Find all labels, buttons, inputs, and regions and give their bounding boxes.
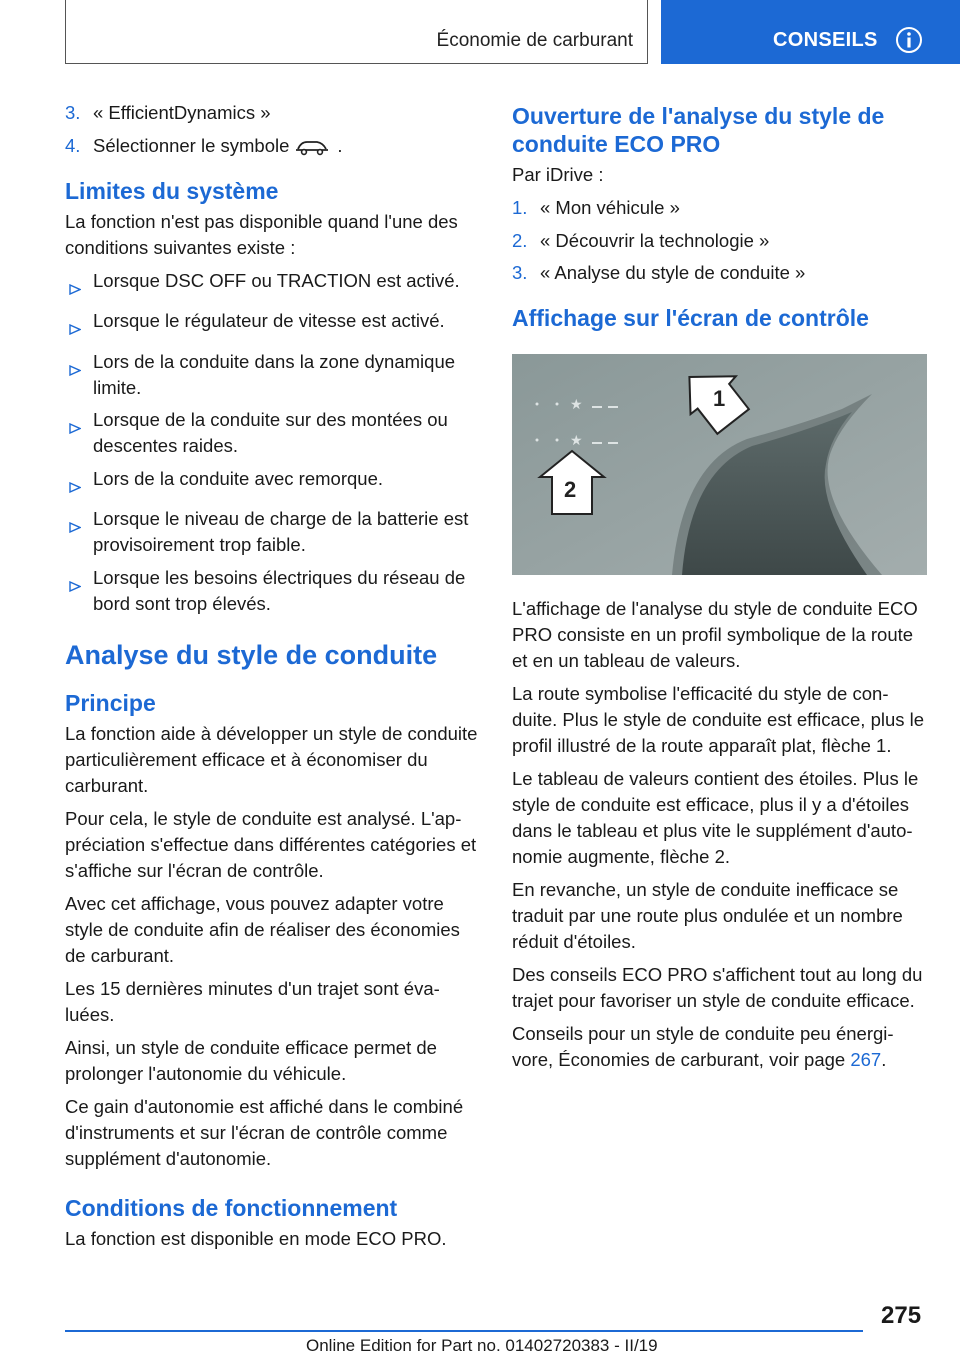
bullet-triangle-icon — [65, 349, 93, 401]
paragraph: Avec cet affichage, vous pouvez adapter votre style de conduite afin de réaliser des économies de carburant. — [65, 892, 460, 966]
limits-list — [65, 268, 480, 617]
opening-heading: Ouverture de l'analyse du style de conduite ECO PRO — [512, 103, 885, 157]
display-heading: Affichage sur l'écran de contrôle — [512, 305, 869, 331]
header-section-label: CONSEILS — [773, 29, 878, 51]
limit-item: Lorsque de la conduite sur des montées ou descentes raides. — [65, 407, 480, 459]
step-number: 4. — [65, 134, 81, 156]
limit-item: Lors de la conduite avec remorque. — [65, 466, 480, 500]
paragraph: L'affichage de l'analyse du style de conduite ECO PRO consiste en un profil symbolique de la route et en un tableau de valeurs. — [512, 598, 918, 671]
arrow-2-label: 2 — [564, 477, 577, 502]
limit-item: Lorsque le régulateur de vitesse est activé. — [65, 308, 480, 342]
right-column — [512, 100, 927, 1080]
page-number: 275 — [881, 1302, 922, 1329]
paragraph: La fonction aide à développer un style de conduite particulièrement efficace et à économiser du carburant. — [65, 722, 478, 796]
bullet-triangle-icon — [65, 466, 93, 500]
opening-intro: Par iDrive : — [512, 164, 604, 185]
eco-pro-display-figure — [512, 354, 927, 575]
conditions-heading: Conditions de fonctionnement — [65, 1194, 398, 1221]
bullet-triangle-icon — [65, 565, 93, 617]
step-text: « Analyse du style de conduite » — [540, 262, 806, 283]
limit-item: Lorsque DSC OFF ou TRACTION est activé. — [65, 268, 480, 302]
paragraph: Pour cela, le style de conduite est analysé. L'appréciation s'effectue dans différentes catégories et s'affiche sur l'écran de contrôle. — [65, 807, 477, 881]
footer-edition: Online Edition for Part no. 01402720383 - II/19 — [306, 1336, 658, 1355]
step-text: Sélectionner le symbole . — [93, 134, 343, 156]
step-text: « Découvrir la technologie » — [540, 229, 770, 251]
paragraph: En revanche, un style de conduite inefficace se traduit par une route plus ondulée et un nombre réduit d'étoiles. — [512, 879, 903, 952]
paragraph: Les 15 dernières minutes d'un trajet sont évaluées. — [65, 977, 440, 1025]
car-symbol-icon — [295, 138, 329, 156]
analysis-heading: Analyse du style de conduite — [65, 639, 438, 670]
step-item — [512, 228, 927, 254]
left-column — [65, 100, 480, 1259]
limit-item: Lorsque les besoins électriques du réseau de bord sont trop élevés. — [65, 565, 480, 617]
svg-text:★: ★ — [570, 433, 583, 449]
svg-text:★: ★ — [570, 397, 583, 413]
step-item — [512, 260, 927, 286]
step-text: « Mon véhicule » — [540, 197, 680, 218]
info-circle-icon — [895, 26, 923, 54]
limits-heading: Limites du système — [65, 177, 279, 204]
principle-text — [65, 721, 480, 1172]
step-number: 3. — [65, 102, 81, 123]
principle-heading: Principe — [65, 689, 156, 716]
header-chapter-box — [65, 0, 648, 64]
arrow-1-label: 1 — [713, 386, 726, 411]
paragraph: Des conseils ECO PRO s'affichent tout au long du trajet pour favoriser un style de conduite efficace. — [512, 964, 923, 1011]
step-number: 3. — [512, 262, 528, 283]
paragraph: Ce gain d'autonomie est affiché dans le combiné d'instruments et sur l'écran de contrôle comme supplément d'autonomie. — [65, 1095, 464, 1169]
advice-text: Conseils pour un style de conduite peu énergivore, Économies de carburant, voir page 267. — [512, 1023, 894, 1070]
step-item — [65, 133, 480, 159]
bullet-triangle-icon — [65, 308, 93, 342]
page-link[interactable]: 267 — [850, 1049, 882, 1070]
limits-intro: La fonction n'est pas disponible quand l'une des conditions suivantes existe : — [65, 210, 458, 258]
paragraph: La route symbolise l'efficacité du style de conduite. Plus le style de conduite est efficace, plus le profil illustré de la route apparaît plat, flèche 1. — [512, 683, 925, 756]
header-section-tab[interactable] — [661, 0, 960, 64]
footer-rule — [65, 1330, 863, 1332]
display-text — [512, 596, 927, 1014]
bullet-triangle-icon — [65, 268, 93, 302]
bullet-triangle-icon — [65, 506, 93, 558]
limit-item: Lorsque le niveau de charge de la batterie est provisoirement trop faible. — [65, 506, 480, 558]
step-text: « EfficientDynamics » — [93, 102, 271, 123]
paragraph: Le tableau de valeurs contient des étoiles. Plus le style de conduite est efficace, plus il y a d'étoiles dans le tableau et plus vite le supplément d'autonomie augmente, flèche 2. — [512, 768, 919, 867]
header-chapter: Économie de carburant — [436, 30, 633, 51]
paragraph: Ainsi, un style de conduite efficace permet de prolonger l'autonomie du véhicule. — [65, 1036, 437, 1084]
conditions-text: La fonction est disponible en mode ECO PRO. — [65, 1227, 447, 1249]
opening-steps — [512, 195, 927, 286]
step-item — [512, 195, 927, 221]
step-item — [65, 100, 480, 126]
bullet-triangle-icon — [65, 407, 93, 459]
step-number: 2. — [512, 229, 528, 251]
limit-item: Lors de la conduite dans la zone dynamique limite. — [65, 349, 480, 401]
step-number: 1. — [512, 197, 528, 218]
